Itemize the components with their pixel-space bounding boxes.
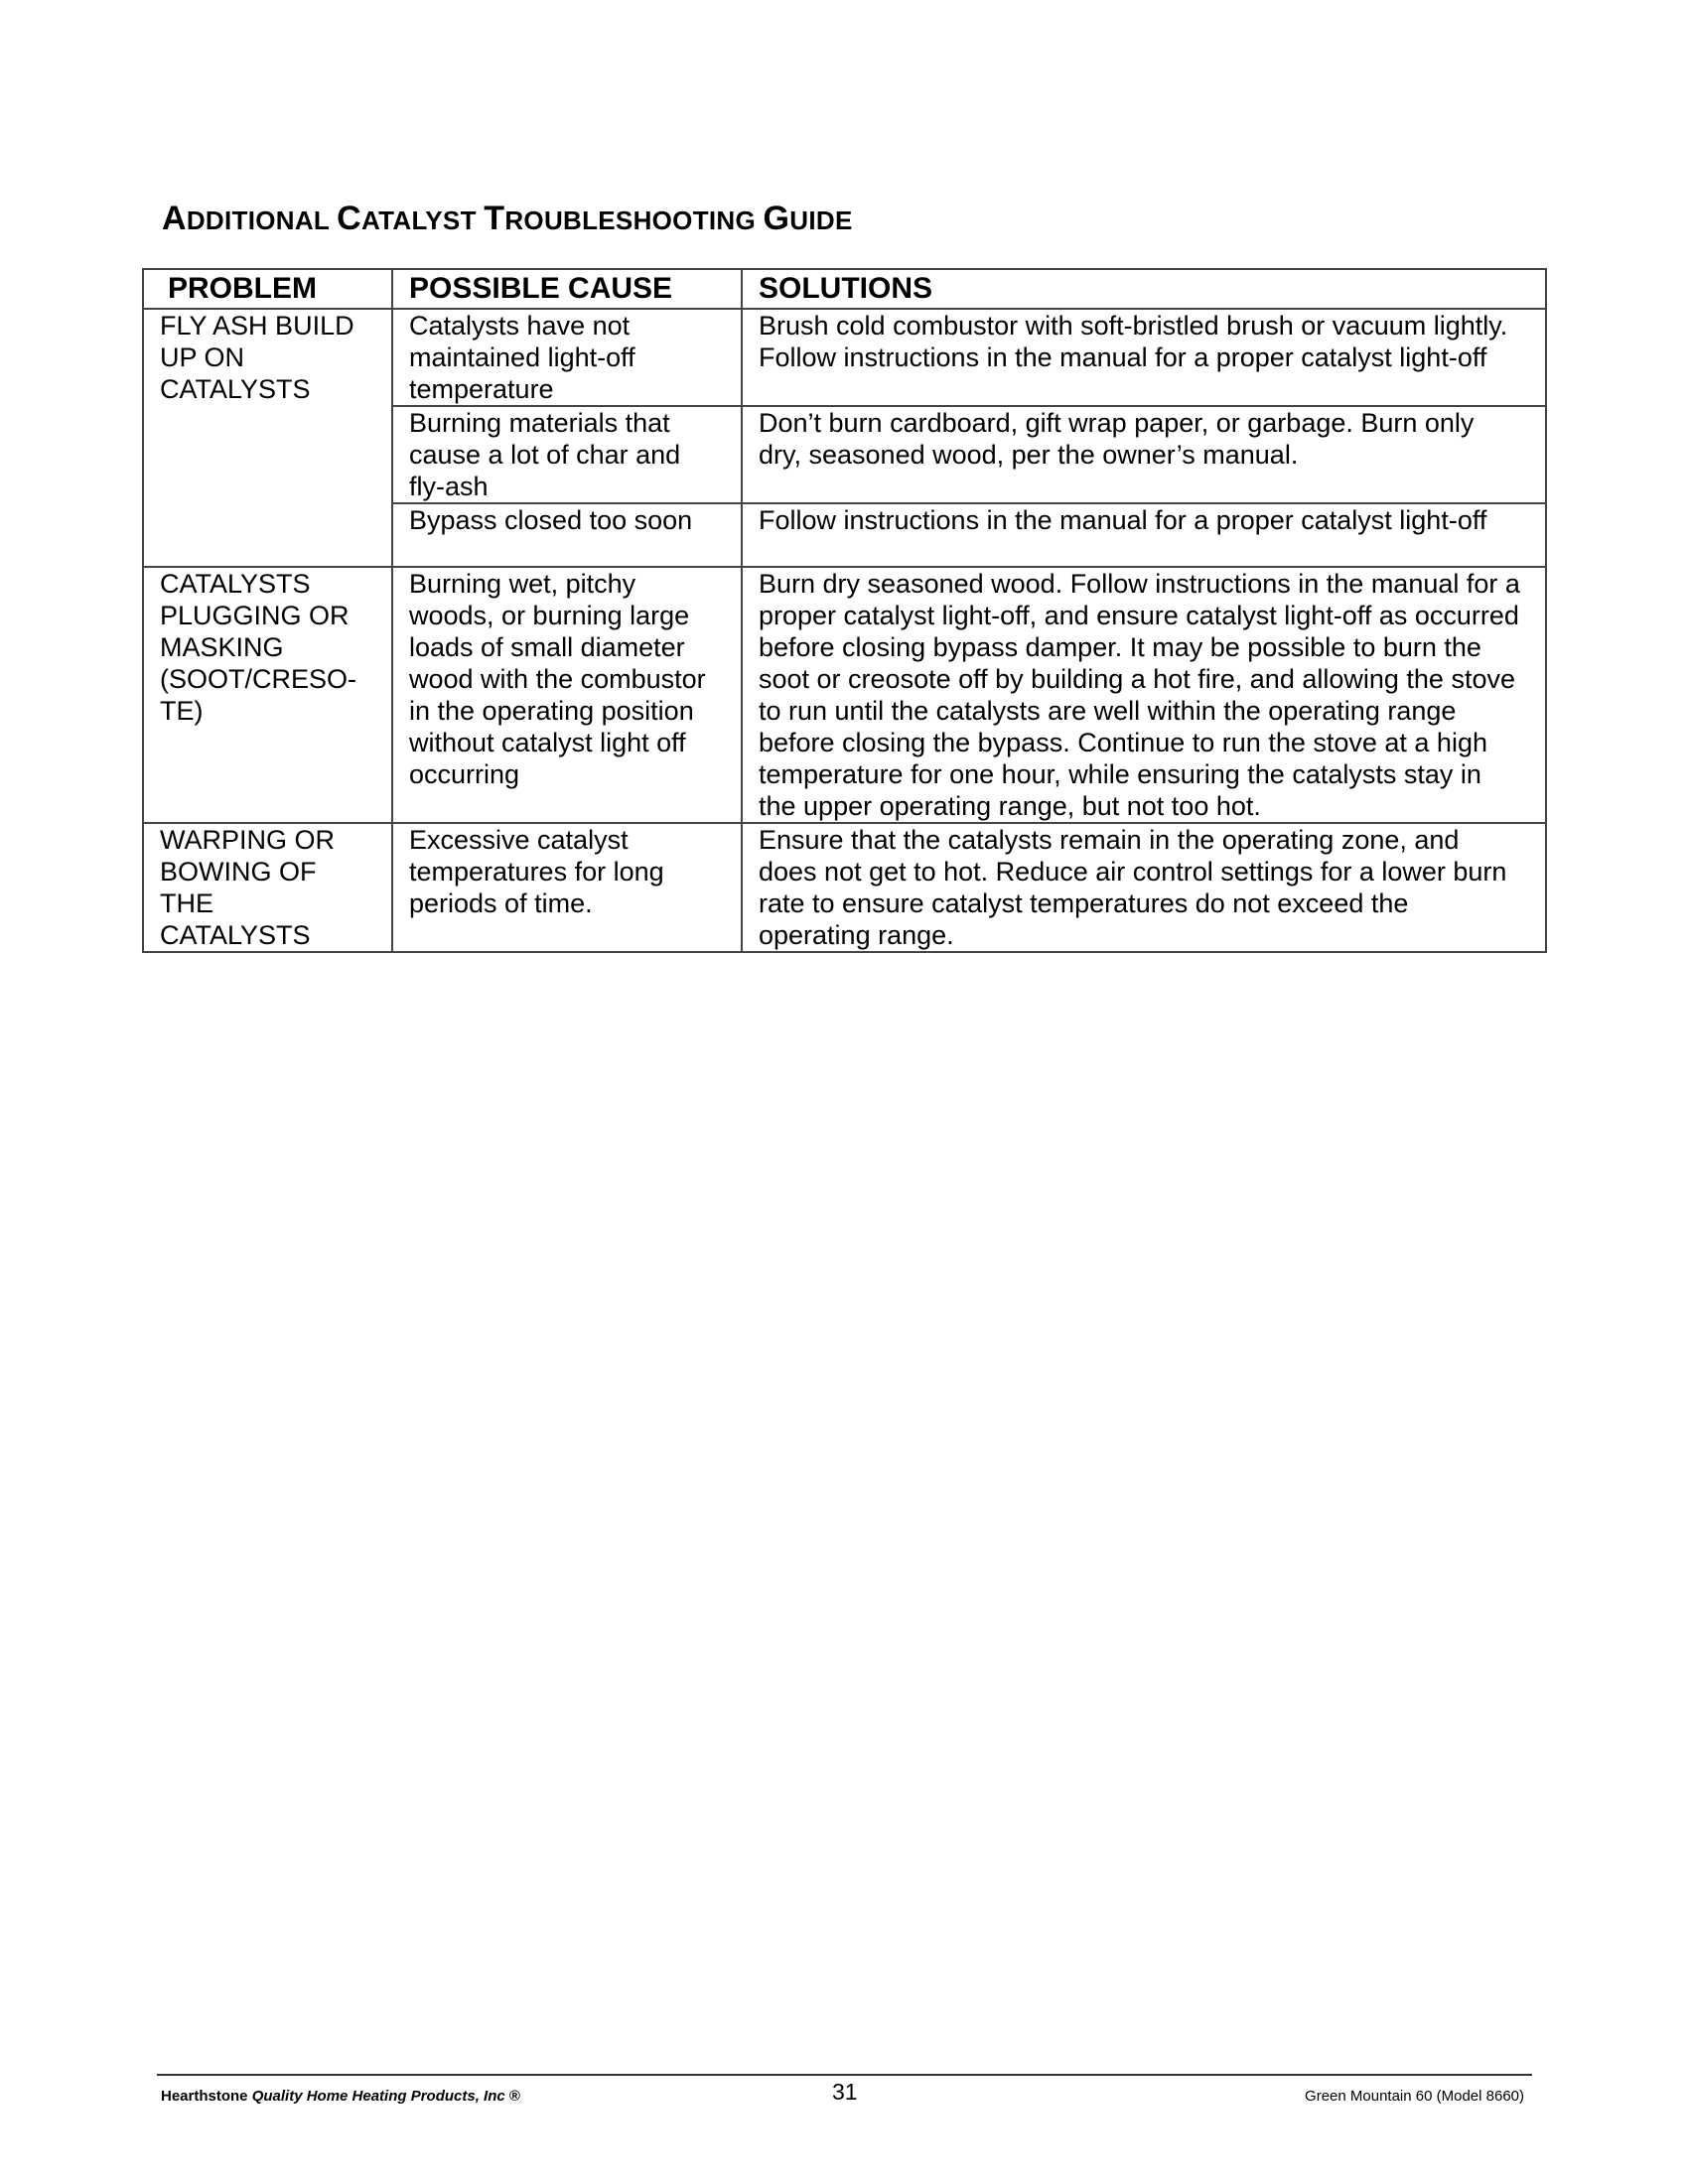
cause-text: Burning wet, pitchy woods, or burning large loads of small diameter wood with the combustor in the operating position without catalyst light off occurring xyxy=(409,569,706,789)
cause-text: Bypass closed too soon xyxy=(409,505,693,535)
cause-cell xyxy=(392,406,742,503)
problem-text: FLY ASH BUILD UP ON CATALYSTS xyxy=(160,311,354,404)
solution-cell xyxy=(742,406,1546,503)
problem-cell xyxy=(143,309,392,567)
footer-company-name: Hearthstone xyxy=(161,2088,252,2105)
solution-cell xyxy=(742,503,1546,567)
solution-text: Ensure that the catalysts remain in the operating zone, and does not get to hot. Reduce air control settings for a lower burn rate to ensure catalyst temperatures do not exceed the operating range. xyxy=(759,825,1507,950)
title-part: UIDE xyxy=(789,205,853,235)
title-initial-c: C xyxy=(337,200,362,237)
footer-company xyxy=(161,2088,520,2105)
troubleshooting-table xyxy=(142,268,1547,953)
problem-text: WARPING OR BOWING OF THE CATALYSTS xyxy=(160,825,336,950)
header-possible-cause: POSSIBLE CAUSE xyxy=(392,269,742,309)
title-part: DDITIONAL xyxy=(186,205,338,235)
page-number: 31 xyxy=(832,2079,858,2105)
table-row xyxy=(143,823,1546,952)
header-problem: PROBLEM xyxy=(143,269,392,309)
cause-text: Burning materials that cause a lot of char and fly-ash xyxy=(409,408,681,501)
footer-model: Green Mountain 60 (Model 8660) xyxy=(1305,2088,1524,2105)
solution-cell xyxy=(742,309,1546,406)
title-initial-a: A xyxy=(162,200,187,237)
cause-cell xyxy=(392,567,742,823)
title-part: ATALYST xyxy=(361,205,485,235)
table-row xyxy=(143,309,1546,406)
title-initial-t: T xyxy=(484,200,505,237)
table-row xyxy=(143,567,1546,823)
page-title xyxy=(162,199,853,240)
footer-registered-mark: ® xyxy=(504,2088,520,2105)
problem-text: CATALYSTS PLUGGING OR MASKING (SOOT/CRESO- TE) xyxy=(160,569,357,726)
solution-text: Burn dry seasoned wood. Follow instructions in the manual for a proper catalyst light-off, and ensure catalyst light-off as occurred before closing bypass damper. It may be possible to burn the soot or creosote off by building a hot fire, and allowing the stove to run until the catalysts are well within the operating range before closing the bypass. Continue to run the stove at a high temperature for one hour, while ensuring the catalysts stay in the upper operating range, but not too hot. xyxy=(759,569,1520,821)
cause-cell xyxy=(392,823,742,952)
solution-text: Brush cold combustor with soft-bristled brush or vacuum lightly. Follow instructions in the manual for a proper catalyst light-off xyxy=(759,311,1508,372)
header-solutions: SOLUTIONS xyxy=(742,269,1546,309)
cause-text: Excessive catalyst temperatures for long periods of time. xyxy=(409,825,664,918)
page-footer xyxy=(157,2074,1532,2116)
cause-text: Catalysts have not maintained light-off temperature xyxy=(409,311,635,404)
cause-cell xyxy=(392,503,742,567)
solution-cell xyxy=(742,823,1546,952)
problem-cell xyxy=(143,567,392,823)
table-header-row xyxy=(143,269,1546,309)
solution-text: Don’t burn cardboard, gift wrap paper, or garbage. Burn only dry, seasoned wood, per the owner’s manual. xyxy=(759,408,1475,470)
solution-cell xyxy=(742,567,1546,823)
problem-cell xyxy=(143,823,392,952)
cause-cell xyxy=(392,309,742,406)
solution-text: Follow instructions in the manual for a proper catalyst light-off xyxy=(759,505,1487,535)
footer-company-tagline: Quality Home Heating Products, Inc xyxy=(251,2088,505,2105)
title-part: ROUBLESHOOTING xyxy=(504,205,764,235)
title-initial-g: G xyxy=(763,200,790,237)
